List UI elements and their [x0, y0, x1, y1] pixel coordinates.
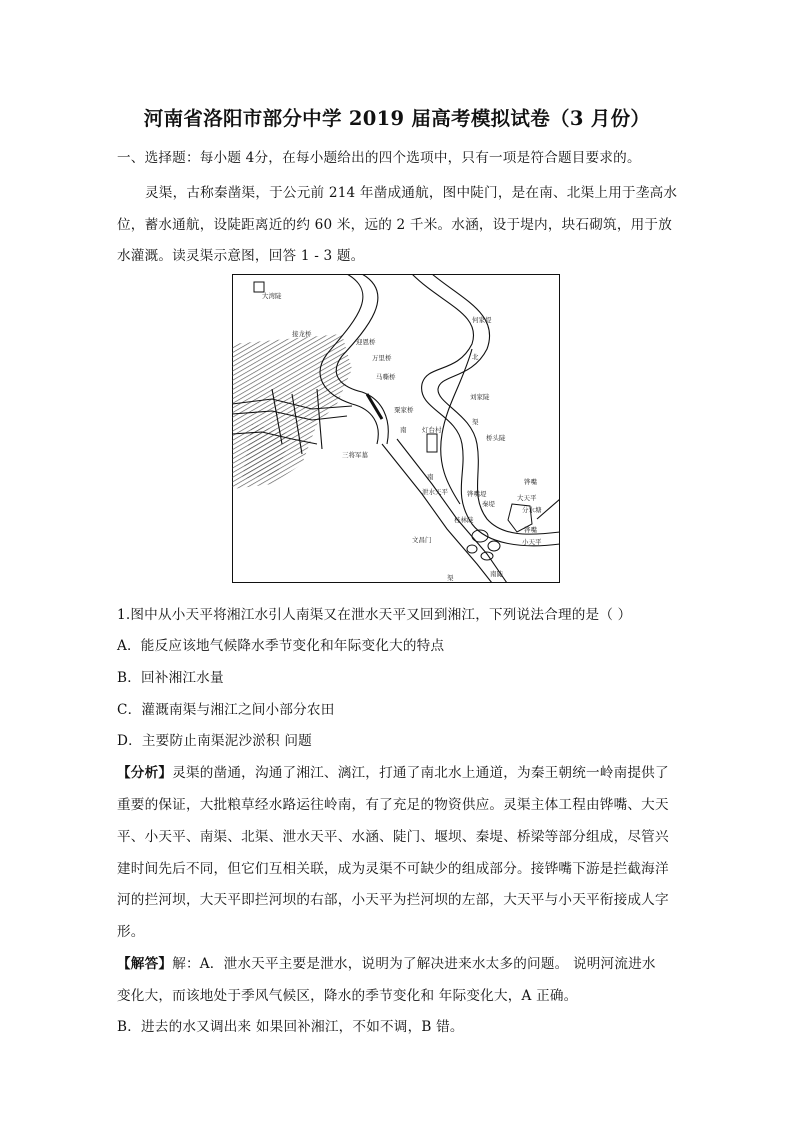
- label-huazuidi: 铧嘴堤: [467, 490, 487, 498]
- answer-line-3: B．进去的水又调出来 如果回补湘江，不如不调，B 错。: [117, 1019, 464, 1035]
- label-dawanling: 大湾陡: [262, 292, 282, 300]
- label-huazui-top: 铧嘴: [524, 478, 537, 486]
- label-guilindou: 桂林陡: [454, 516, 474, 524]
- label-qinti: 秦堤: [482, 500, 495, 508]
- intro-line-2: 位，蓄水通航，设陡距离近的约 60 米，远的 2 千米。水涵，设于堤内，块石砌筑，用于放: [117, 217, 672, 233]
- label-nandou: 南陡: [490, 570, 503, 578]
- label-dengtaicun: 灯台村: [422, 426, 442, 434]
- label-xieshuitianping: 泄水天平: [422, 488, 448, 496]
- label-sanjiangjunmu: 三将军墓: [342, 451, 368, 459]
- analysis-text-1: 灵渠的凿通，沟通了湘江、漓江，打通了南北水上通道，为秦王朝统一岭南提供了: [172, 765, 669, 781]
- lingqu-map: [232, 274, 560, 583]
- label-xiaotianping: 小天平: [522, 538, 542, 546]
- option-a: A．能反应该地气候降水季节变化和年际变化大的特点: [117, 638, 445, 654]
- analysis-line-3: 平、小天平、南渠、北渠、泄水天平、水涵、陡门、堰坝、秦堤、桥梁等部分组成，尽管兴: [117, 829, 669, 845]
- answer-label: 【解答】: [117, 956, 173, 972]
- label-huazui: 铧嘴: [524, 526, 537, 534]
- label-jielongqiao: 接龙桥: [292, 330, 312, 338]
- label-fenshuitang: 分水塘: [522, 506, 542, 514]
- section-header: 一、选择题：每小题 4分，在每小题给出的四个选项中，只有一项是符合题目要求的。: [117, 150, 641, 166]
- answer-text-1: 解：A．泄水天平主要是泄水，说明为了解决进来水太多的问题。 说明河流进水: [172, 956, 656, 972]
- label-hejiadi: 何家堤: [472, 316, 492, 324]
- label-qiaotoudou: 桥头陡: [486, 434, 506, 442]
- label-liujiadou: 刘家陡: [470, 393, 490, 401]
- label-masiqiao: 马嘶桥: [376, 373, 396, 381]
- option-b: B．回补湘江水量: [117, 670, 224, 686]
- question-1: 1.图中从小天平将湘江水引人南渠又在泄水天平又回到湘江，下列说法合理的是（ ）: [117, 607, 632, 623]
- label-bei: 北: [472, 353, 479, 361]
- analysis-line-1: [117, 761, 669, 781]
- answer-line-2: 变化大，而该地处于季风气候区，降水的季节变化和 年际变化大，A 正确。: [117, 988, 578, 1004]
- intro-line-3: 水灌溉。读灵渠示意图，回答 1 - 3 题。: [117, 248, 365, 264]
- analysis-line-6: 形。: [117, 924, 145, 940]
- label-nan-a: 南: [400, 426, 407, 434]
- label-wenchangmen: 文昌门: [412, 536, 432, 544]
- label-yingenqiao: 迎恩桥: [356, 338, 376, 346]
- label-datianping: 大天平: [517, 494, 537, 502]
- intro-line-1: 灵渠，古称秦凿渠，于公元前 214 年凿成通航，图中陡门，是在南、北渠上用于垄高水: [145, 185, 678, 201]
- label-qu2: 渠: [447, 574, 454, 582]
- label-nan-b: 南: [427, 473, 434, 481]
- label-wanliqiao: 万里桥: [372, 354, 392, 362]
- analysis-line-2: 重要的保证，大批粮草经水路运往岭南，有了充足的物资供应。灵渠主体工程由铧嘴、大天: [117, 797, 669, 813]
- analysis-label: 【分析】: [117, 765, 173, 781]
- analysis-line-5: 河的拦河坝，大天平即拦河坝的右部，小天平为拦河坝的左部，大天平与小天平衔接成人字: [117, 892, 669, 908]
- page-title: 河南省洛阳市部分中学 2019 届高考模拟试卷（3 月份）: [143, 107, 651, 130]
- answer-line-1: [117, 952, 656, 972]
- label-sujiaqiao: 粟家桥: [394, 406, 414, 414]
- label-qu: 渠: [472, 418, 479, 426]
- option-c: C．灌溉南渠与湘江之间小部分农田: [117, 702, 335, 718]
- analysis-line-4: 建时间先后不同，但它们互相关联，成为灵渠不可缺少的组成部分。接铧嘴下游是拦截海洋: [117, 861, 669, 877]
- option-d: D．主要防止南渠泥沙淤积 问题: [117, 733, 312, 749]
